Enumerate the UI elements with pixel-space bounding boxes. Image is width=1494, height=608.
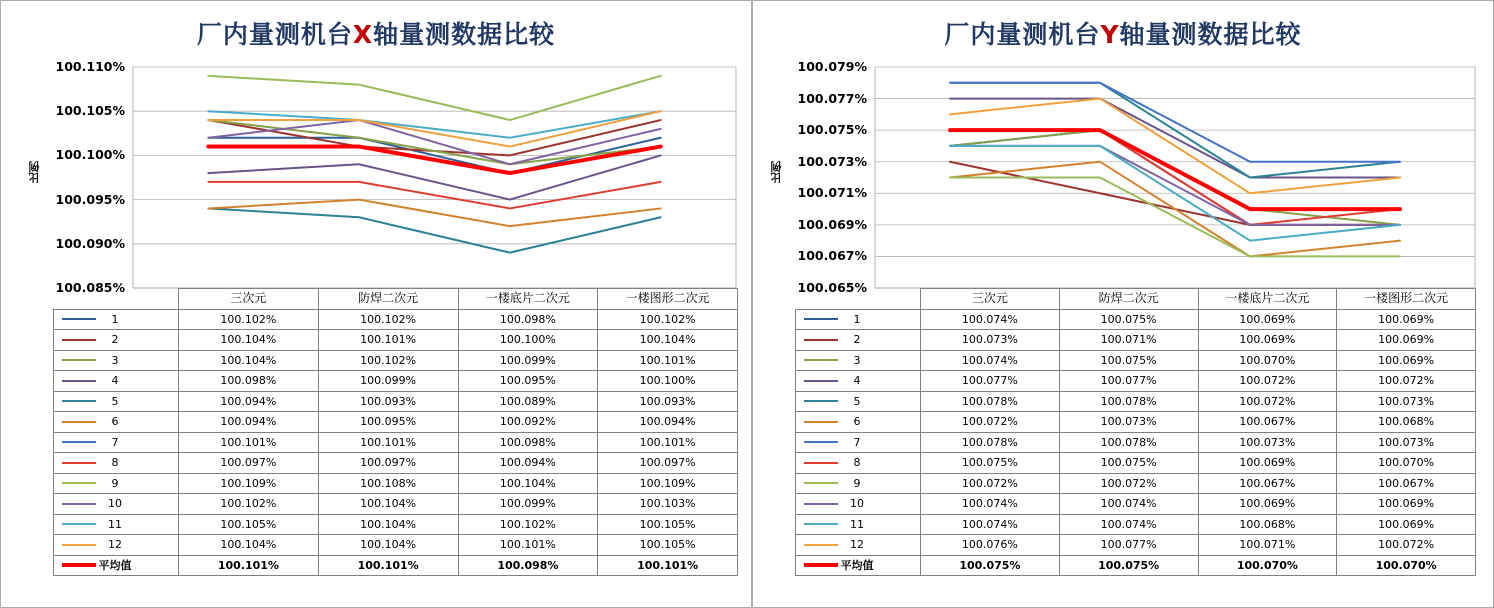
table-cell: 100.102% [318,309,458,330]
y-axis-tick-label: 100.110% [55,59,125,74]
legend-line-icon [62,421,96,423]
legend-label: 1 [111,312,119,326]
table-row [796,432,1476,453]
table-cell: 100.095% [318,412,458,433]
column-header: 一楼底片二次元 [1198,289,1337,310]
legend-entry[interactable] [796,535,921,556]
table-row [54,555,738,576]
table-corner-cell [54,289,179,310]
table-row [54,453,738,474]
table-cell: 100.067% [1198,412,1337,433]
table-cell: 100.067% [1337,473,1476,494]
table-cell: 100.093% [318,391,458,412]
table-cell: 100.074% [921,350,1060,371]
table-cell: 100.075% [1059,453,1198,474]
legend-label: 平均值 [840,558,874,572]
legend-entry[interactable] [796,514,921,535]
table-cell: 100.101% [458,535,598,556]
legend-entry[interactable] [54,453,179,474]
table-cell: 100.069% [1198,309,1337,330]
table-cell: 100.104% [179,330,319,351]
table-cell: 100.089% [458,391,598,412]
column-header: 一楼底片二次元 [458,289,598,310]
legend-label: 8 [853,456,861,469]
table-cell: 100.095% [458,371,598,392]
table-cell: 100.072% [1198,371,1337,392]
legend-entry[interactable] [54,555,179,576]
legend-entry[interactable] [796,453,921,474]
table-corner-cell [796,289,921,310]
table-row [796,309,1476,330]
column-header: 防焊二次元 [1059,289,1198,310]
legend-entry[interactable] [796,473,921,494]
table-cell: 100.068% [1337,412,1476,433]
legend-entry[interactable] [796,555,921,576]
legend-line-icon [804,482,838,484]
legend-line-icon [804,462,838,464]
table-cell: 100.073% [921,330,1060,351]
legend-line-icon [62,503,96,505]
table-row [796,330,1476,351]
data-table [53,288,738,576]
legend-label: 1 [853,312,861,326]
column-header: 防焊二次元 [318,289,458,310]
table-cell: 100.072% [1337,371,1476,392]
legend-entry[interactable] [54,391,179,412]
legend-line-icon [804,359,838,361]
data-table [795,288,1476,576]
chart-title-suffix: 轴量测数据比较 [373,20,556,49]
table-row [54,412,738,433]
table-cell: 100.100% [598,371,738,392]
legend-line-icon [804,523,838,525]
y-axis-tick-label: 100.073% [797,153,867,169]
legend-entry[interactable] [796,350,921,371]
table-cell: 100.102% [318,350,458,371]
table-row [54,473,738,494]
legend-entry[interactable] [54,473,179,494]
table-cell: 100.072% [1198,391,1337,412]
legend-entry[interactable] [796,494,921,515]
table-cell: 100.102% [179,309,319,330]
table-row [796,350,1476,371]
table-cell: 100.105% [598,535,738,556]
y-axis-tick-label: 100.075% [797,122,867,138]
table-row [796,391,1476,412]
table-cell: 100.067% [1198,473,1337,494]
legend-label: 11 [108,517,122,531]
table-cell: 100.103% [598,494,738,515]
table-cell: 100.105% [598,514,738,535]
table-cell: 100.075% [921,453,1060,474]
table-cell: 100.073% [1337,432,1476,453]
table-cell: 100.101% [598,555,738,576]
table-cell: 100.094% [179,391,319,412]
table-cell: 100.077% [1059,535,1198,556]
table-cell: 100.101% [598,350,738,371]
table-cell: 100.070% [1337,453,1476,474]
table-cell: 100.104% [318,494,458,515]
table-cell: 100.070% [1198,350,1337,371]
y-axis-tick-label: 100.077% [797,90,867,106]
legend-label: 11 [850,517,864,531]
legend-label: 6 [111,415,119,428]
y-axis-tick-label: 100.071% [797,185,867,201]
legend-line-icon [62,318,96,320]
table-cell: 100.097% [179,453,319,474]
table-cell: 100.069% [1198,330,1337,351]
legend-line-icon [62,482,96,484]
legend-label: 12 [108,538,122,551]
legend-line-icon [804,400,838,402]
y-axis-tick-label: 100.090% [55,235,125,251]
y-axis-tick-label: 100.105% [55,103,125,119]
table-cell: 100.097% [598,453,738,474]
table-cell: 100.093% [598,391,738,412]
table-cell: 100.101% [318,432,458,453]
legend-line-icon [62,544,96,546]
series-line [208,208,660,252]
table-cell: 100.104% [458,473,598,494]
table-row [796,535,1476,556]
table-cell: 100.101% [179,432,319,453]
chart-title-prefix: 厂内量测机台 [944,20,1101,49]
table-cell: 100.078% [921,432,1060,453]
legend-line-icon [62,359,96,361]
table-cell: 100.074% [921,309,1060,330]
table-row [54,350,738,371]
legend-label: 9 [111,476,119,490]
legend-line-icon [804,441,838,443]
legend-label: 12 [850,538,864,551]
legend-entry[interactable] [54,412,179,433]
table-row [796,453,1476,474]
legend-entry[interactable] [54,330,179,351]
table-cell: 100.071% [1198,535,1337,556]
legend-line-icon [62,339,96,341]
table-cell: 100.072% [921,473,1060,494]
legend-line-icon [804,503,838,505]
legend-entry[interactable] [796,330,921,351]
table-cell: 100.072% [1059,473,1198,494]
chart-title-prefix: 厂内量测机台 [196,20,353,49]
legend-label: 3 [853,353,861,367]
legend-entry[interactable] [796,412,921,433]
y-axis-tick-label: 100.095% [55,191,125,207]
legend-label: 10 [108,497,122,510]
legend-label: 10 [850,497,864,510]
table-cell: 100.099% [458,350,598,371]
table-cell: 100.101% [318,330,458,351]
table-row [54,309,738,330]
table-cell: 100.070% [1198,555,1337,576]
table-cell: 100.074% [1059,514,1198,535]
legend-label: 7 [111,435,119,449]
table-row [54,371,738,392]
table-cell: 100.101% [318,555,458,576]
legend-label: 3 [111,353,119,367]
y-axis-label: 比例 [770,161,783,183]
table-cell: 100.073% [1337,391,1476,412]
table-row [54,391,738,412]
table-cell: 100.104% [179,535,319,556]
table-cell: 100.101% [179,555,319,576]
legend-label: 8 [111,456,119,469]
legend-entry[interactable] [54,371,179,392]
legend-line-icon [804,421,838,423]
y-axis-tick-label: 100.065% [797,280,867,295]
table-cell: 100.075% [921,555,1060,576]
plot-area [1,1,753,301]
table-cell: 100.073% [1059,412,1198,433]
table-cell: 100.104% [318,535,458,556]
table-row [796,412,1476,433]
table-row [796,514,1476,535]
legend-label: 5 [853,394,861,408]
column-header: 三次元 [179,289,319,310]
table-cell: 100.094% [458,453,598,474]
table-header-row [796,289,1476,310]
table-cell: 100.078% [1059,391,1198,412]
legend-entry[interactable] [796,391,921,412]
column-header: 三次元 [921,289,1060,310]
legend-line-icon [804,563,838,567]
plot-area [753,1,1494,301]
legend-line-icon [62,523,96,525]
table-row [796,555,1476,576]
legend-entry[interactable] [54,514,179,535]
table-cell: 100.076% [921,535,1060,556]
y-axis-tick-label: 100.085% [55,280,125,295]
legend-label: 7 [853,435,861,449]
legend-label: 2 [111,333,119,346]
table-cell: 100.069% [1198,494,1337,515]
series-line [950,83,1400,162]
column-header: 一楼图形二次元 [1337,289,1476,310]
table-cell: 100.098% [179,371,319,392]
table-cell: 100.075% [1059,555,1198,576]
table-row [54,535,738,556]
table-cell: 100.073% [1198,432,1337,453]
table-cell: 100.098% [458,555,598,576]
table-cell: 100.078% [921,391,1060,412]
legend-entry[interactable] [54,350,179,371]
table-header-row [54,289,738,310]
table-row [796,371,1476,392]
table-cell: 100.069% [1337,330,1476,351]
legend-entry[interactable] [54,309,179,330]
legend-label: 9 [853,476,861,490]
legend-label: 2 [853,333,861,346]
legend-entry[interactable] [54,535,179,556]
table-cell: 100.099% [458,494,598,515]
table-cell: 100.077% [1059,371,1198,392]
table-cell: 100.097% [318,453,458,474]
table-cell: 100.069% [1337,514,1476,535]
table-cell: 100.078% [1059,432,1198,453]
table-cell: 100.069% [1337,494,1476,515]
table-row [54,330,738,351]
legend-line-icon [62,563,96,567]
legend-entry[interactable] [796,371,921,392]
table-cell: 100.102% [598,309,738,330]
legend-line-icon [62,462,96,464]
table-row [54,514,738,535]
legend-line-icon [62,400,96,402]
table-cell: 100.069% [1337,350,1476,371]
legend-line-icon [804,339,838,341]
y-axis-tick-label: 100.100% [55,147,125,163]
table-cell: 100.109% [598,473,738,494]
table-cell: 100.072% [1337,535,1476,556]
legend-entry[interactable] [796,309,921,330]
table-cell: 100.104% [598,330,738,351]
table-cell: 100.074% [1059,494,1198,515]
legend-label: 6 [853,415,861,428]
column-header: 一楼图形二次元 [598,289,738,310]
chart-title-suffix: 轴量测数据比较 [1119,20,1302,49]
table-cell: 100.075% [1059,309,1198,330]
table-cell: 100.072% [921,412,1060,433]
chart-title-axis-letter: Y [1100,20,1120,49]
table-cell: 100.098% [458,309,598,330]
table-cell: 100.104% [318,514,458,535]
table-cell: 100.104% [179,350,319,371]
legend-line-icon [62,441,96,443]
table-cell: 100.100% [458,330,598,351]
legend-line-icon [804,380,838,382]
table-cell: 100.108% [318,473,458,494]
table-cell: 100.094% [598,412,738,433]
legend-line-icon [62,380,96,382]
table-cell: 100.099% [318,371,458,392]
table-cell: 100.071% [1059,330,1198,351]
table-cell: 100.069% [1198,453,1337,474]
legend-label: 平均值 [98,558,132,572]
table-cell: 100.070% [1337,555,1476,576]
table-cell: 100.092% [458,412,598,433]
table-cell: 100.105% [179,514,319,535]
legend-label: 4 [853,374,861,387]
table-cell: 100.077% [921,371,1060,392]
table-cell: 100.075% [1059,350,1198,371]
table-row [796,494,1476,515]
series-line [208,76,660,120]
legend-entry[interactable] [796,432,921,453]
legend-line-icon [804,544,838,546]
table-cell: 100.094% [179,412,319,433]
table-cell: 100.101% [598,432,738,453]
chart-title-axis-letter: X [352,20,374,49]
y-axis-tick-label: 100.067% [797,248,867,264]
table-cell: 100.098% [458,432,598,453]
legend-label: 4 [111,374,119,387]
table-row [54,494,738,515]
table-row [54,432,738,453]
legend-line-icon [804,318,838,320]
legend-label: 5 [111,394,119,408]
y-axis-tick-label: 100.069% [797,216,867,232]
y-axis-label: 比例 [28,161,41,183]
legend-entry[interactable] [54,432,179,453]
table-cell: 100.069% [1337,309,1476,330]
table-cell: 100.102% [179,494,319,515]
table-cell: 100.068% [1198,514,1337,535]
table-cell: 100.074% [921,494,1060,515]
y-axis-tick-label: 100.079% [797,59,867,74]
table-cell: 100.109% [179,473,319,494]
chart-panel-y [752,0,1494,608]
legend-entry[interactable] [54,494,179,515]
table-cell: 100.102% [458,514,598,535]
table-row [796,473,1476,494]
table-cell: 100.074% [921,514,1060,535]
